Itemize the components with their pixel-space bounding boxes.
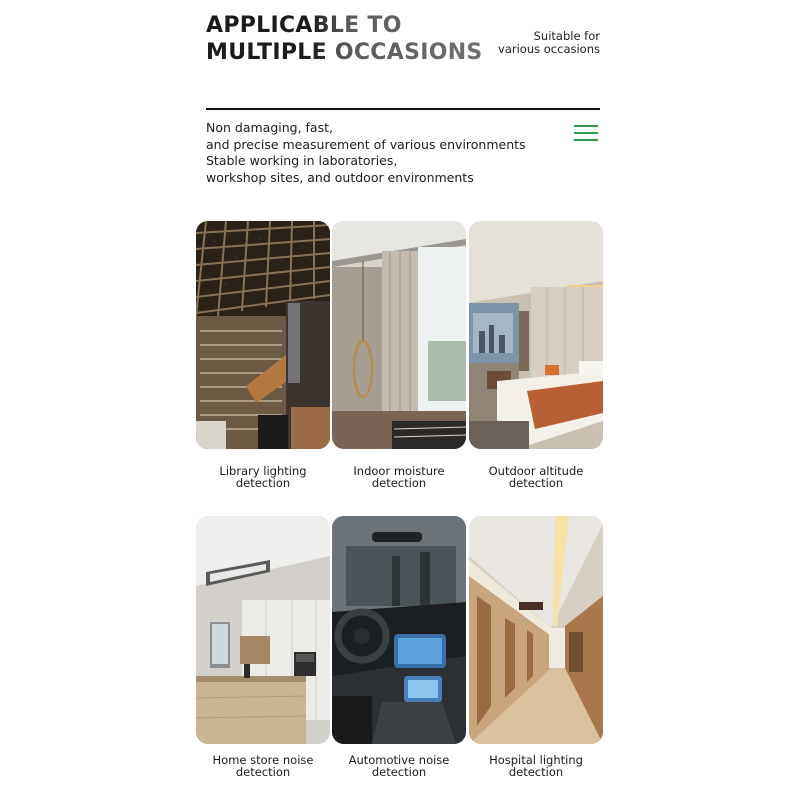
caption-line-2: detection bbox=[235, 765, 291, 779]
caption-line-2: detection bbox=[371, 476, 427, 490]
caption-line-2: detection bbox=[371, 765, 427, 779]
caption-outdoor-altitude bbox=[456, 465, 616, 489]
caption-line-2: detection bbox=[235, 476, 291, 490]
library-photo bbox=[196, 221, 330, 449]
caption-line-1: Home store noise bbox=[212, 753, 314, 767]
caption-line-1: Indoor moisture bbox=[353, 464, 445, 478]
description-line-1: Non damaging, fast, bbox=[206, 120, 333, 135]
caption-line-2: detection bbox=[508, 476, 564, 490]
description-line-4: workshop sites, and outdoor environments bbox=[206, 169, 474, 185]
caption-line-1: Library lighting bbox=[219, 464, 307, 478]
hamburger-menu-icon[interactable] bbox=[574, 124, 598, 142]
page-title bbox=[206, 12, 483, 66]
caption-automotive-noise bbox=[319, 754, 479, 778]
caption-line-1: Outdoor altitude bbox=[488, 464, 584, 478]
caption-line-2: detection bbox=[508, 765, 564, 779]
subtitle-line-2: various occasions bbox=[498, 42, 600, 56]
caption-hospital-lighting bbox=[456, 754, 616, 778]
caption-line-1: Automotive noise bbox=[348, 753, 450, 767]
caption-indoor-moisture bbox=[319, 465, 479, 489]
title-line-2: MULTIPLE OCCASIONS bbox=[206, 40, 483, 65]
indoor-room-photo bbox=[332, 221, 466, 449]
hotel-room-photo bbox=[469, 221, 603, 449]
header-divider bbox=[206, 108, 600, 110]
subtitle-line-1: Suitable for bbox=[533, 29, 600, 43]
description-line-3: Stable working in laboratories, bbox=[206, 153, 398, 168]
caption-line-1: Hospital lighting bbox=[489, 753, 583, 767]
kitchen-photo bbox=[196, 516, 330, 744]
page-subtitle bbox=[498, 30, 600, 56]
description-text bbox=[206, 120, 566, 186]
car-interior-photo bbox=[332, 516, 466, 744]
title-line-1: APPLICABLE TO bbox=[206, 13, 402, 38]
hospital-corridor-photo bbox=[469, 516, 603, 744]
description-line-2: and precise measurement of various environments bbox=[206, 136, 526, 152]
